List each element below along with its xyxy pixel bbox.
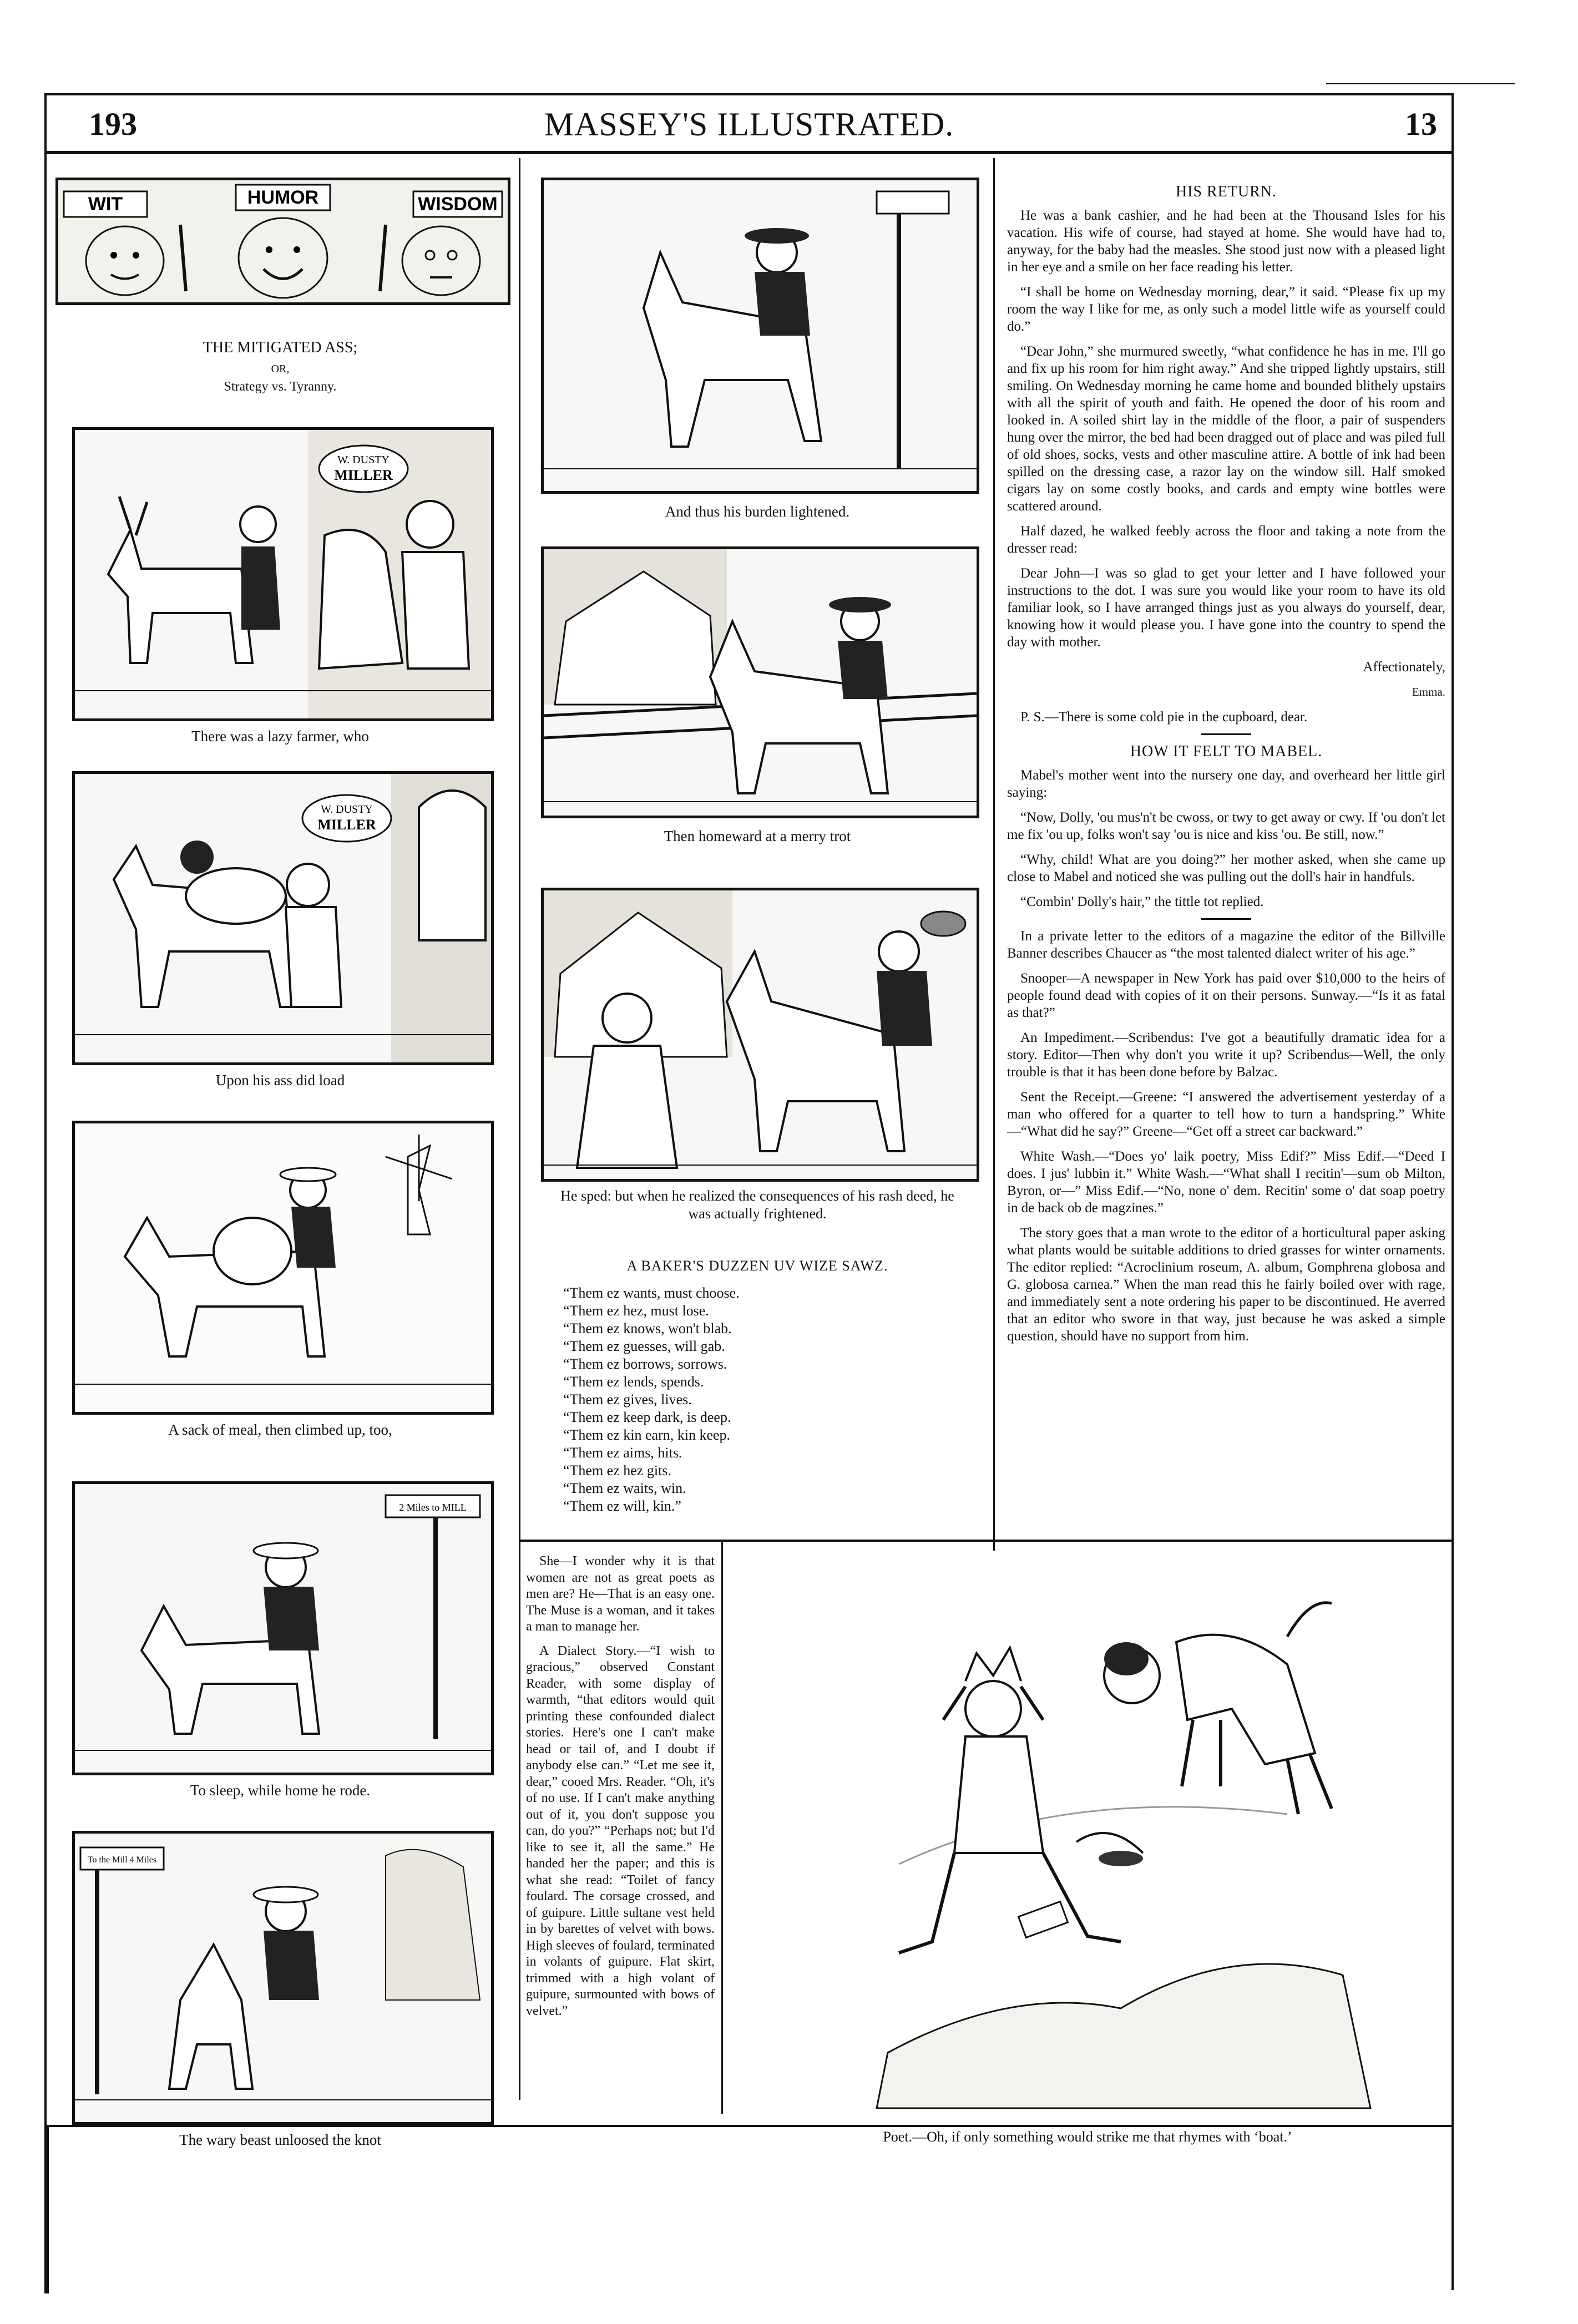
saw-line: “Them ez kin earn, kin keep.	[563, 1427, 731, 1443]
saws-title: A BAKER'S DUZZEN UV WIZE SAWZ.	[626, 1258, 888, 1274]
cartoon-panel-5	[72, 1831, 494, 2125]
cartoon-panel-1	[72, 427, 494, 721]
page-left-rule	[44, 93, 47, 2290]
banner-word-humor: HUMOR	[247, 187, 319, 208]
narrow-paragraph-2: A Dialect Story.—“I wish to gracious,” observed Constant Reader, with some display of warmth, “that editors would quit printing these confounded dialect stories. Here's one I can't make head or tail of, and I doubt if anybody else can.” “Let me see it, dear,” cooed Mrs. Reader. “Oh, it's of no use. If I can't make anything out of it, you don't suppose you can, do you?” “Perhaps not; but I'd like to see it, all the same.” He handed her the paper; and this is what she read: “Toilet of fancy foulard. The corsage crossed, and of guipure. Little sultane vest held in by barettes of velvet with bows. High sleeves of foulard, terminated in volants of guipure. Flat skirt, trimmed with a high volant of guipure, surmounted with bows of velvet.”	[526, 1643, 715, 2018]
saw-line: “Them ez hez, must lose.	[563, 1303, 709, 1319]
sign-miller: MILLER	[334, 467, 393, 483]
page-header	[44, 105, 1454, 144]
saw-line: “Them ez gives, lives.	[563, 1391, 692, 1407]
his-return-signature: Emma.	[1412, 685, 1445, 698]
his-return-signoff: Affectionately,	[1363, 660, 1445, 675]
his-return-paragraph: Half dazed, he walked feebly across the floor and taking a note from the dresser read:	[1007, 524, 1445, 556]
his-return-paragraph: Dear John—I was so glad to get your letter and I have followed your instructions to the dot. I was sure you would like your room to have its old familiar look, so I have arranged things just as you always do yourself, dear, knowing how it would please you. I have gone into the country to spend the day with mother.	[1007, 566, 1445, 650]
saw-line: “Them ez guesses, will gab.	[563, 1338, 725, 1354]
sign-dusty: W. DUSTY	[337, 454, 390, 466]
mabel-paragraph: “Why, child! What are you doing?” her mother asked, when she came up close to Mabel and noticed she was pulling out the doll's hair in handfuls.	[1007, 852, 1445, 884]
misc-paragraph: The story goes that a man wrote to the editor of a horticultural paper asking what plants would be suitable additions to dried grasses for winter ornaments. The editor replied: “Acroclinium roseum, A. album, Gomphrena globosa and G. globosa carnea.” When the man read this he fairly boiled over with rage, and immediately sent a note ordering his paper to be discontinued. He averred that an editor who swore in that way, just because he was asked a simple question, should have no support from him.	[1007, 1226, 1445, 1344]
signpost-text-2: To the Mill 4 Miles	[87, 1855, 157, 1865]
cartoon-panel-4	[72, 1481, 494, 1775]
saw-line: “Them ez borrows, sorrows.	[563, 1356, 727, 1372]
masthead-title: MASSEY'S ILLUSTRATED.	[544, 106, 954, 143]
saw-line: “Them ez aims, hits.	[563, 1445, 682, 1461]
page-right-rule	[1451, 93, 1454, 2290]
homeward-trot-illustration	[544, 549, 977, 816]
mabel-paragraph: “Combin' Dolly's hair,” the tittle tot replied.	[1020, 894, 1264, 909]
caption-panel-4: To sleep, while home he rode.	[190, 1782, 371, 1799]
misc-paragraph: An Impediment.—Scribendus: I've got a beautifully dramatic idea for a story. Editor—Then why don't you write it up? Scribendus—Well, the only trouble is that it has been done before by Balzac.	[1007, 1030, 1445, 1080]
his-return-title: HIS RETURN.	[1175, 183, 1277, 200]
misc-paragraph: White Wash.—“Does yo' laik poetry, Miss Edif?” Miss Edif.—“Deed I does. I jus' lubbin it.” White Wash.—“What shall I recitin'—sum ob Milton, Byron, or—” Miss Edif.—“No, none o' dem. Recitin' some o' dat soap poetry in de back ob de magzines.”	[1007, 1149, 1445, 1216]
story-subtitle: Strategy vs. Tyranny.	[224, 379, 337, 394]
wife-frightened-illustration	[544, 890, 977, 1179]
banner-word-wisdom: WISDOM	[418, 194, 498, 215]
saw-line: “Them ez hez gits.	[563, 1462, 671, 1479]
caption-panel-6: And thus his burden lightened.	[665, 503, 850, 520]
section-rule	[1201, 733, 1251, 735]
mabel-paragraph: Mabel's mother went into the nursery one day, and overheard her little girl saying:	[1007, 768, 1445, 800]
story-title-or: OR,	[271, 363, 290, 375]
saw-line: “Them ez will, kin.”	[563, 1498, 681, 1514]
farmer-loading-sack-illustration	[75, 430, 491, 718]
saw-line: “Them ez keep dark, is deep.	[563, 1409, 731, 1425]
misc-paragraph: Snooper—A newspaper in New York has paid over $10,000 to the heirs of people found dead with copies of it on their persons. Sunway.—“Is it as fatal as that?”	[1007, 971, 1445, 1020]
right-text-column	[1007, 178, 1445, 1353]
story-title: THE MITIGATED ASS;	[203, 339, 358, 356]
his-return-paragraph: “Dear John,” she murmured sweetly, “what confidence he has in me. I'll go and fix up his room for him right away.” And she tripped lightly upstairs, still smiling. On Wednesday morning he came home and bounded blithely upstairs with all the spirit of youth and faith. He opened the door of his room and looked in. A soiled shirt lay in the middle of the floor, a pair of suspenders hung over the mirror, the bed had been dragged out of place and was piled full of old shoes, socks, vests and other masculine attire. A bottle of ink had been spilled on the dressing case, a razor lay on the window sill. Half smoked cigars lay on some costly books, and cards and empty wine bottles were scattered around.	[1007, 344, 1445, 514]
sign-miller-2: MILLER	[317, 817, 376, 833]
misc-paragraph: In a private letter to the editors of a magazine the editor of the Billville Banner describes Chaucer as “the most talented dialect writer of his age.”	[1007, 929, 1445, 961]
header-bottom-rule	[44, 151, 1454, 154]
narrow-text-column	[526, 1553, 715, 2027]
page-number-right: 13	[1405, 106, 1437, 142]
caption-panel-7: Then homeward at a merry trot	[664, 828, 851, 844]
his-return-paragraph: He was a bank cashier, and he had been at the Thousand Isles for his vacation. His wife of course, had stayed at home. She would have had to, anyway, for the baby had the measles. She stood just now with a pleased light in her eye and a smile on her face reading his letter.	[1007, 208, 1445, 275]
caption-panel-1: There was a lazy farmer, who	[191, 728, 369, 745]
mabel-title: HOW IT FELT TO MABEL.	[1130, 743, 1323, 760]
poet-caption: Poet.—Oh, if only something would strike me that rhymes with ‘boat.’	[883, 2129, 1292, 2145]
cartoon-panel-7	[541, 546, 979, 818]
poet-goat-illustration	[732, 1553, 1443, 2114]
narrow-column-divider	[721, 1542, 723, 2114]
signpost-text-1: 2 Miles to MILL	[399, 1502, 467, 1513]
section-rule	[1201, 918, 1251, 920]
beast-unloosing-knot-illustration	[75, 1834, 491, 2122]
sign-dusty-2: W. DUSTY	[321, 803, 373, 816]
cartoon-panel-8	[541, 888, 979, 1182]
caption-panel-8: He sped: but when he realized the consequences of his rash deed, he was actually frightened.	[560, 1188, 954, 1222]
cartoon-panel-2	[72, 771, 494, 1065]
farmer-sleeping-on-ass-illustration	[75, 1484, 491, 1773]
banner-word-wit: WIT	[88, 194, 123, 215]
caption-panel-3: A sack of meal, then climbed up, too,	[168, 1421, 392, 1438]
binding-mark	[44, 2127, 49, 2293]
mabel-paragraph: “Now, Dolly, 'ou mus'n't be cwoss, or twy to get away or cwy. If 'ou don't let me fix 'ou up, folks won't say 'ou is nice and kiss 'ou. Be still, now.”	[1007, 810, 1445, 842]
cartoon-panel-6	[541, 178, 979, 494]
banner-illustration	[58, 180, 508, 302]
top-corner-rule	[1326, 83, 1515, 84]
poet-illustration	[732, 1553, 1443, 2114]
his-return-paragraph: “I shall be home on Wednesday morning, dear,” it said. “Please fix up my room the way I like for me, as only such a model little wife as yourself could do.”	[1007, 285, 1445, 334]
saw-line: “Them ez wants, must choose.	[563, 1285, 740, 1301]
misc-paragraph: Sent the Receipt.—Greene: “I answered the advertisement yesterday of a man who offered for a quarter to tell how to turn a handspring.” White—“What did he say?” Greene—“Get off a street car backward.”	[1007, 1090, 1445, 1139]
his-return-postscript: P. S.—There is some cold pie in the cupboard, dear.	[1020, 710, 1308, 725]
burden-lightened-illustration	[544, 180, 977, 491]
column-divider-2	[993, 158, 995, 1551]
column-divider-1	[519, 158, 520, 2100]
saw-line: “Them ez waits, win.	[563, 1480, 686, 1496]
header-top-rule	[44, 93, 1454, 95]
poet-section-rule	[519, 1540, 1454, 1542]
narrow-paragraph-1: She—I wonder why it is that women are not as great poets as men are? He—That is an easy one. The Muse is a woman, and it takes a man to manage her.	[526, 1554, 715, 1634]
wit-humor-wisdom-banner	[55, 178, 510, 305]
saw-line: “Them ez knows, won't blab.	[563, 1320, 732, 1336]
sack-on-ass-illustration	[75, 774, 491, 1062]
saws-list	[547, 1284, 979, 1515]
caption-panel-2: Upon his ass did load	[215, 1072, 345, 1088]
caption-panel-5: The wary beast unloosed the knot	[179, 2131, 381, 2148]
page-bottom-rule	[44, 2125, 1454, 2127]
farmer-riding-ass-illustration	[75, 1123, 491, 1412]
saw-line: “Them ez lends, spends.	[563, 1374, 704, 1390]
cartoon-panel-3	[72, 1121, 494, 1415]
page-number-left: 193	[89, 106, 137, 142]
